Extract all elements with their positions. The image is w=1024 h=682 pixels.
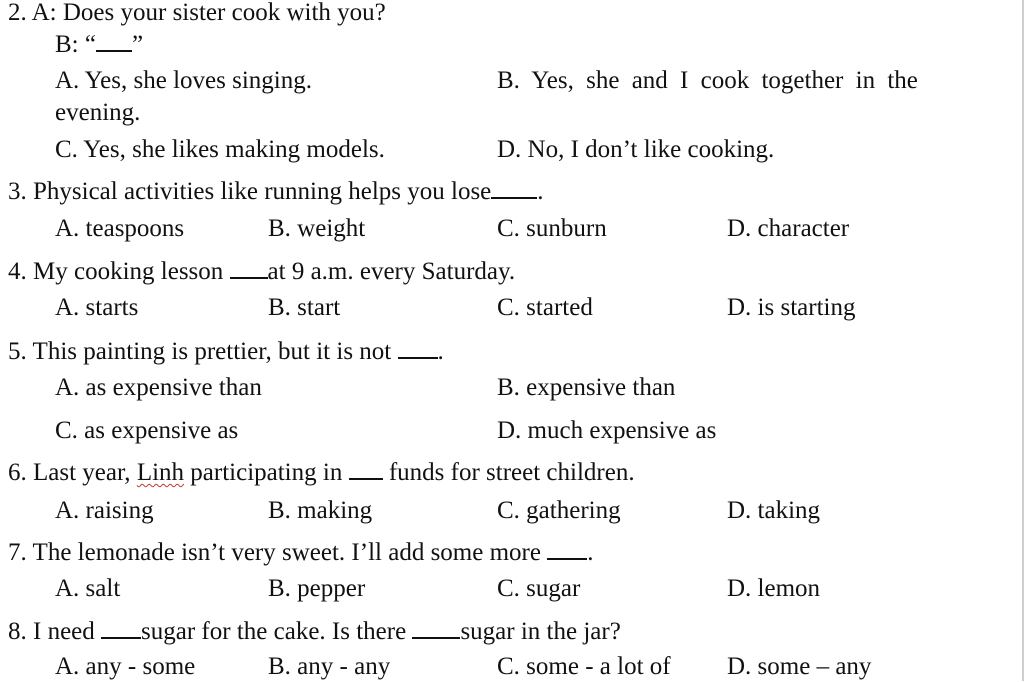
question-8-middle: sugar for the cake. Is there — [141, 618, 413, 645]
question-5-suffix: . — [437, 338, 444, 365]
question-5 — [8, 337, 444, 367]
question-2-b-suffix: ” — [131, 31, 144, 58]
question-5-option-d — [497, 416, 716, 446]
option-text: C. started — [497, 294, 593, 321]
question-2-b-prefix: B: “ — [55, 31, 96, 58]
question-7-text: 7. The lemonade isn’t very sweet. I’ll add some more — [8, 539, 548, 566]
question-3-option-b — [268, 214, 365, 244]
question-4-option-b — [268, 293, 340, 323]
question-5-option-a — [55, 373, 262, 403]
answer-blank — [349, 460, 383, 480]
question-6-option-c — [497, 496, 621, 526]
option-text: C. some - a lot of — [497, 653, 671, 680]
question-6 — [8, 458, 635, 488]
question-8 — [8, 617, 621, 647]
option-text: C. gathering — [497, 497, 621, 524]
answer-blank — [101, 619, 141, 639]
option-text: D. much expensive as — [497, 417, 717, 444]
option-text: B. weight — [268, 215, 366, 242]
option-text: B. Yes, she and I cook together in the — [497, 67, 918, 94]
question-2-option-a — [55, 66, 312, 96]
option-text: C. Yes, she likes making models. — [55, 136, 385, 163]
option-text: D. character — [727, 215, 850, 242]
question-2-option-b — [497, 66, 918, 96]
question-6-suffix: funds for street children. — [382, 459, 635, 486]
answer-blank — [96, 32, 132, 52]
option-text: D. some – any — [727, 653, 872, 680]
option-text: C. sugar — [497, 575, 581, 602]
question-7-option-b — [268, 574, 365, 604]
question-8-option-c — [497, 652, 671, 682]
option-text: D. lemon — [727, 575, 821, 602]
question-3 — [8, 177, 544, 207]
option-text: A. salt — [55, 575, 121, 602]
question-4 — [8, 257, 515, 287]
option-text: A. any - some — [55, 653, 196, 680]
question-6-middle: participating in — [184, 459, 349, 486]
question-5-option-b — [497, 373, 675, 403]
question-5-text: 5. This painting is prettier, but it is not — [8, 338, 398, 365]
option-text: B. making — [268, 497, 373, 524]
option-text: D. taking — [727, 497, 821, 524]
answer-blank — [398, 339, 438, 359]
question-4-option-d — [727, 293, 855, 323]
question-2-option-b-continued — [55, 98, 140, 128]
question-6-option-b — [268, 496, 372, 526]
option-text: A. as expensive than — [55, 374, 262, 401]
question-7-option-a — [55, 574, 120, 604]
question-2-option-d — [497, 135, 774, 165]
option-text: C. as expensive as — [55, 417, 239, 444]
answer-blank — [491, 179, 537, 199]
question-7-suffix: . — [587, 539, 594, 566]
question-2-option-c — [55, 135, 385, 165]
option-text: B. expensive than — [497, 374, 676, 401]
option-text: A. Yes, she loves singing. — [55, 67, 312, 94]
question-4-suffix: at 9 a.m. every Saturday. — [267, 258, 516, 285]
question-7-option-d — [727, 574, 820, 604]
question-4-option-c — [497, 293, 593, 323]
option-text: B. start — [268, 294, 341, 321]
question-7 — [8, 538, 593, 568]
option-text: D. No, I don’t like cooking. — [497, 136, 775, 163]
question-2-b-line — [55, 30, 143, 60]
option-text: C. sunburn — [497, 215, 607, 242]
question-4-text: 4. My cooking lesson — [8, 258, 230, 285]
question-3-suffix: . — [537, 178, 544, 205]
question-5-option-c — [55, 416, 238, 446]
question-2-text: 2. A: Does your sister cook with you? — [8, 0, 386, 26]
option-text: evening. — [55, 99, 141, 126]
question-6-option-a — [55, 496, 154, 526]
question-3-option-c — [497, 214, 607, 244]
option-text: A. raising — [55, 497, 154, 524]
option-text: B. pepper — [268, 575, 366, 602]
question-8-option-d — [727, 652, 871, 682]
question-6-option-d — [727, 496, 820, 526]
option-text: D. is starting — [727, 294, 856, 321]
question-7-option-c — [497, 574, 580, 604]
question-8-text: 8. I need — [8, 618, 102, 645]
question-6-text: 6. Last year, — [8, 459, 137, 486]
question-8-option-b — [268, 652, 390, 682]
question-2 — [8, 0, 386, 28]
answer-blank — [230, 259, 268, 279]
question-3-text: 3. Physical activities like running helps you lose — [8, 178, 492, 205]
answer-blank — [547, 540, 587, 560]
option-text: A. starts — [55, 294, 139, 321]
question-3-option-a — [55, 214, 184, 244]
question-8-option-a — [55, 652, 195, 682]
question-3-option-d — [727, 214, 849, 244]
option-text: B. any - any — [268, 653, 391, 680]
answer-blank — [412, 619, 460, 639]
spellcheck-flagged-word: Linh — [136, 459, 185, 486]
question-4-option-a — [55, 293, 138, 323]
option-text: A. teaspoons — [55, 215, 185, 242]
question-8-suffix: sugar in the jar? — [460, 618, 621, 645]
